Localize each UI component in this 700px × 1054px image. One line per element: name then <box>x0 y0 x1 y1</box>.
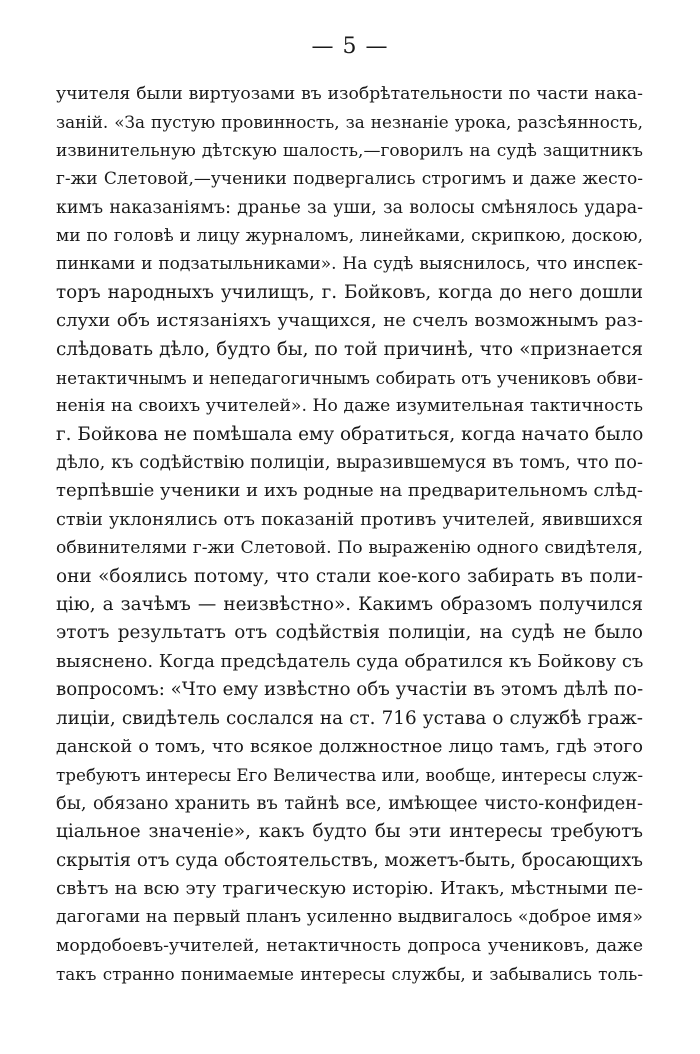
text-line: требуютъ интересы Его Величества или, вообще, интересы служ- <box>56 765 643 786</box>
text-line: дагогами на первый планъ усиленно выдвигалось «доброе имя» <box>56 907 643 928</box>
text-line: этотъ результатъ отъ содѣйствiя полицiи, на судѣ не было <box>56 622 643 644</box>
text-line: цiю, а зачѣмъ — неизвѣстно». Какимъ образомъ получился <box>56 594 643 616</box>
text-line: данской о томъ, что всякое должностное лицо тамъ, гдѣ этого <box>56 736 643 757</box>
body-text <box>56 80 643 989</box>
text-line: лицiи, свидѣтель сослался на ст. 716 устава о службѣ граж- <box>56 707 643 729</box>
text-line: бы, обязано хранить въ тайнѣ все, имѣющее чисто-конфиден- <box>56 792 643 814</box>
text-line: скрытiя отъ суда обстоятельствъ, можетъ-быть, бросающихъ <box>56 849 643 871</box>
text-line: такъ странно понимаемые интересы службы, и забывались толь- <box>56 964 643 985</box>
text-line: вопросомъ: «Что ему извѣстно объ участiи въ этомъ дѣлѣ по- <box>56 679 643 701</box>
text-line: дѣло, къ содѣйствiю полицiи, выразившемуся въ томъ, что по- <box>56 452 643 474</box>
text-line: ми по головѣ и лицу журналомъ, линейками, скрипкою, доскою, <box>56 225 643 246</box>
text-line: мордобоевъ-учителей, нетактичность допроса учениковъ, даже <box>56 935 643 956</box>
text-line: терпѣвшiе ученики и ихъ родные на предварительномъ слѣд- <box>56 480 643 502</box>
text-line: слѣдовать дѣло, будто бы, по той причинѣ, что «признается <box>56 338 643 360</box>
text-line: учителя были виртуозами въ изобрѣтательности по части нака- <box>56 84 643 104</box>
text-line: они «боялись потому, что стали кое-кого забирать въ поли- <box>56 565 643 587</box>
text-line: ненiя на своихъ учителей». Но даже изумительная тактичность <box>56 396 643 417</box>
text-line: ствiи уклонялись отъ показанiй противъ учителей, явившихся <box>56 509 643 530</box>
text-line: извинительную дѣтскую шалость,—говорилъ на судѣ защитникъ <box>56 140 643 161</box>
text-line: г. Бойкова не помѣшала ему обратиться, когда начато было <box>56 423 643 445</box>
text-line: нетактичнымъ и непедагогичнымъ собирать отъ учениковъ обви- <box>56 367 643 388</box>
text-line: торъ народныхъ училищъ, г. Бойковъ, когда до него дошли <box>56 281 643 303</box>
text-line: г-жи Слетовой,—ученики подвергались строгимъ и даже жесто- <box>56 169 643 190</box>
text-line: занiй. «За пустую провинность, за незнанiе урока, разсѣянность, <box>56 112 643 133</box>
page-number: — 5 — <box>311 34 389 59</box>
text-line: пинками и подзатыльниками». На судѣ выяснилось, что инспек- <box>56 254 643 275</box>
text-line: кимъ наказанiямъ: дранье за уши, за волосы смѣнялось удара- <box>56 197 643 218</box>
text-line: свѣтъ на всю эту трагическую исторiю. Итакъ, мѣстными пе- <box>56 877 643 899</box>
text-line: цiальное значенiе», какъ будто бы эти интересы требуютъ <box>56 821 643 843</box>
text-line: выяснено. Когда предсѣдатель суда обратился къ Бойкову съ <box>56 650 643 672</box>
text-line: обвинителями г-жи Слетовой. По выраженiю одного свидѣтеля, <box>56 538 643 559</box>
text-line: слухи объ истязанiяхъ учащихся, не счелъ возможнымъ раз- <box>56 310 643 332</box>
